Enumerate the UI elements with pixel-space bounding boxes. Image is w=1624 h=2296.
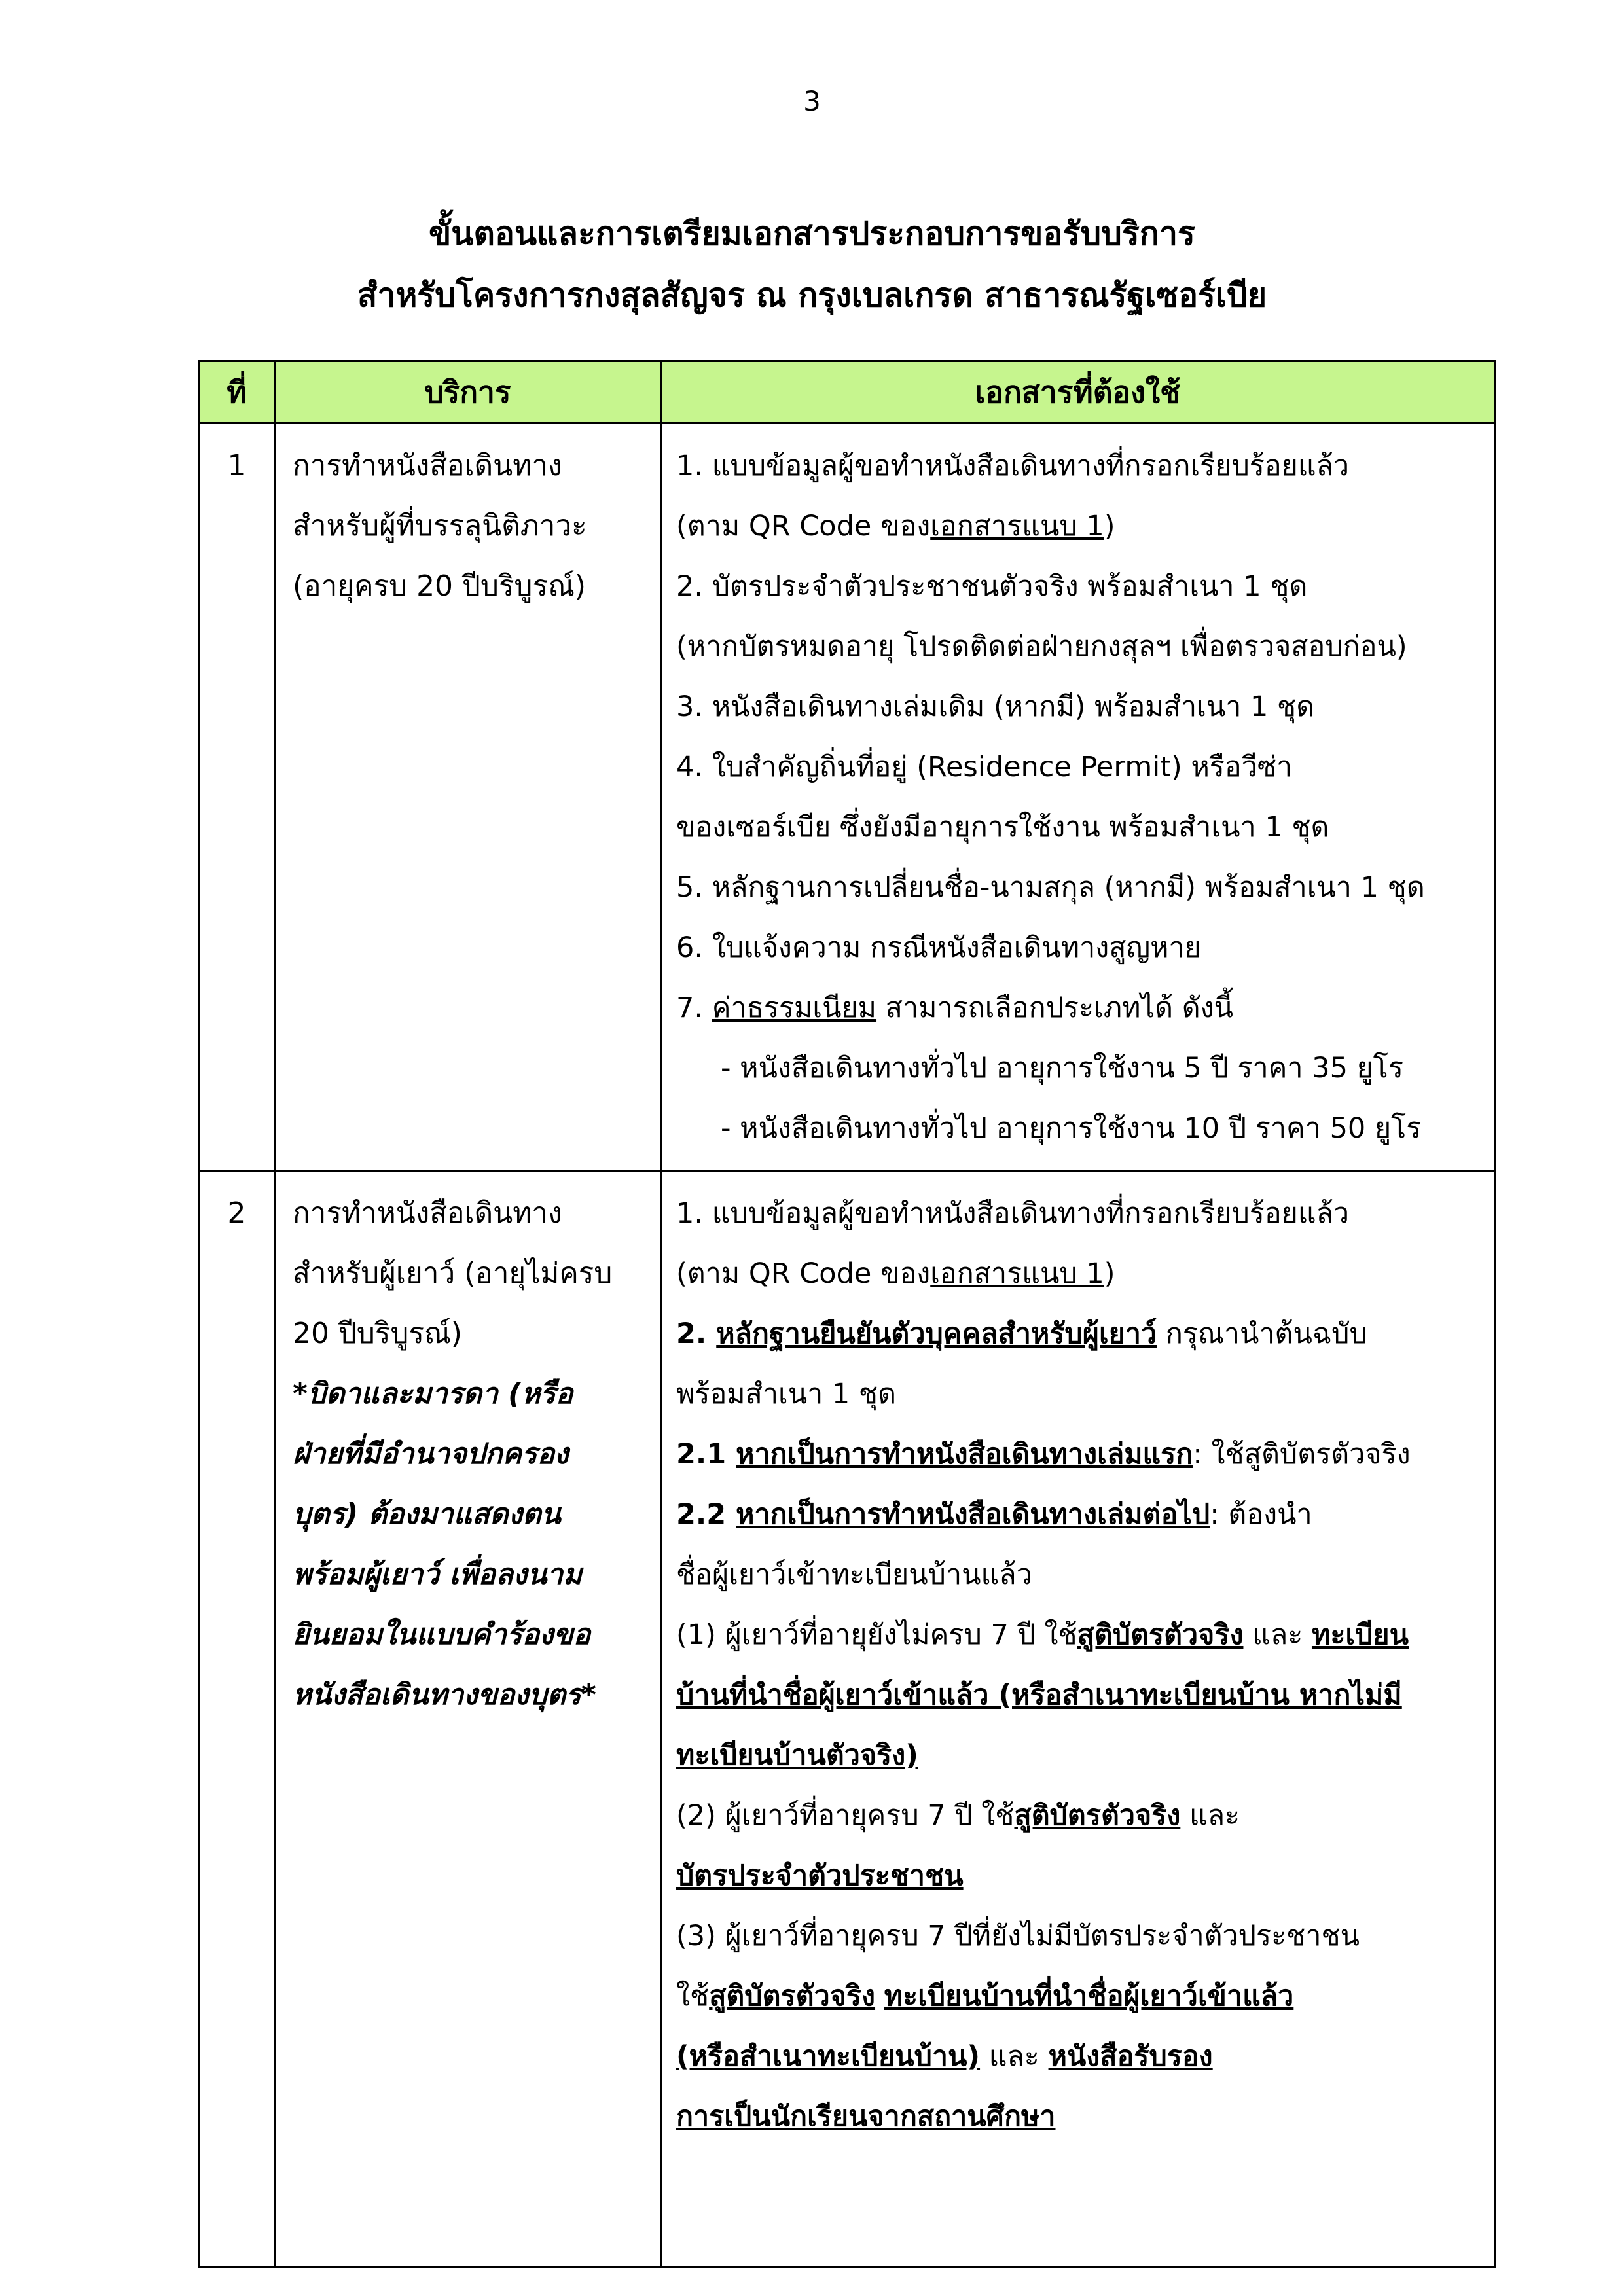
- attachment-1-link: เอกสารแนบ 1: [930, 510, 1104, 543]
- doc-text: (ตาม QR Code ของ: [676, 1257, 931, 1290]
- doc-emphasis: หนังสือรับรอง: [1048, 2040, 1213, 2073]
- doc-text: ): [1104, 510, 1115, 543]
- doc-line: ของเซอร์เบีย ซึ่งยังมีอายุการใช้งาน พร้อมสำเนา 1 ชุด: [676, 811, 1329, 844]
- doc-line: 3. หนังสือเดินทางเล่มเดิม (หากมี) พร้อมสำเนา 1 ชุด: [676, 691, 1315, 723]
- doc-text: ): [1104, 1257, 1115, 1290]
- doc-text: ใช้: [676, 1980, 710, 2013]
- table-row: [199, 423, 1495, 1171]
- doc-line: 1. แบบข้อมูลผู้ขอทำหนังสือเดินทางที่กรอกเรียบร้อยแล้ว: [676, 450, 1350, 482]
- parent-note-line: หนังสือเดินทางของบุตร*: [293, 1678, 596, 1712]
- parent-note-line: พร้อมผู้เยาว์ เพื่อลงนาม: [293, 1558, 583, 1591]
- doc-line: ชื่อผู้เยาว์เข้าทะเบียนบ้านแล้ว: [676, 1558, 1032, 1591]
- doc-line: [676, 1605, 1489, 1665]
- service-line: การทำหนังสือเดินทาง: [293, 449, 562, 482]
- doc-line: ทะเบียนบ้านตัวจริง): [676, 1739, 918, 1772]
- doc-line: 2. บัตรประจำตัวประชาชนตัวจริง พร้อมสำเนา 1 ชุด: [676, 570, 1308, 603]
- doc-line: [676, 1424, 1489, 1484]
- doc-line: 4. ใบสำคัญถิ่นที่อยู่ (Residence Permit) หรือวีซ่า: [676, 751, 1293, 783]
- page-number: 3: [803, 85, 821, 117]
- doc-text: : ใช้สูติบัตรตัวจริง: [1193, 1438, 1411, 1471]
- header-number: ที่: [199, 361, 275, 423]
- service-line: สำหรับผู้เยาว์ (อายุไม่ครบ: [293, 1257, 613, 1290]
- documents-cell: [661, 423, 1495, 1171]
- doc-emphasis: ทะเบียน: [1311, 1619, 1409, 1651]
- doc-line: บัตรประจำตัวประชาชน: [676, 1859, 964, 1892]
- doc-text: 2.: [676, 1318, 717, 1350]
- header-service: บริการ: [275, 361, 661, 423]
- doc-emphasis: (หรือสำเนาทะเบียนบ้าน): [676, 2040, 981, 2073]
- doc-line: พร้อมสำเนา 1 ชุด: [676, 1378, 897, 1410]
- doc-text: [875, 1980, 884, 2013]
- doc-line: [676, 1304, 1489, 1364]
- doc-emphasis: สูติบัตรตัวจริง: [1014, 1799, 1181, 1832]
- service-line: การทำหนังสือเดินทาง: [293, 1196, 562, 1230]
- row-number: 1: [199, 423, 275, 1171]
- doc-line: 6. ใบแจ้งความ กรณีหนังสือเดินทางสูญหาย: [676, 931, 1201, 964]
- fee-option: - หนังสือเดินทางทั่วไป อายุการใช้งาน 5 ปี ราคา 35 ยูโร: [721, 1052, 1403, 1085]
- fee-option: - หนังสือเดินทางทั่วไป อายุการใช้งาน 10 ปี ราคา 50 ยูโร: [721, 1112, 1422, 1145]
- doc-line: [676, 1966, 1489, 2026]
- service-line: 20 ปีบริบูรณ์): [293, 1317, 463, 1350]
- service-line: สำหรับผู้ที่บรรลุนิติภาวะ: [293, 509, 587, 543]
- doc-line: การเป็นนักเรียนจากสถานศึกษา: [676, 2100, 1056, 2133]
- doc-text: 2.1: [676, 1438, 736, 1471]
- page-title-line-2: สำหรับโครงการกงสุลสัญจร ณ กรุงเบลเกรด สาธารณรัฐเซอร์เบีย: [357, 276, 1267, 314]
- doc-line: [676, 978, 1489, 1038]
- doc-line: 1. แบบข้อมูลผู้ขอทำหนังสือเดินทางที่กรอกเรียบร้อยแล้ว: [676, 1197, 1350, 1230]
- doc-line: [676, 1244, 1489, 1304]
- doc-line: [676, 1785, 1489, 1846]
- row-number: 2: [199, 1171, 275, 2267]
- doc-text: และ: [1180, 1799, 1240, 1832]
- doc-line: [676, 1484, 1489, 1545]
- doc-line: บ้านที่นำชื่อผู้เยาว์เข้าแล้ว (หรือสำเนาทะเบียนบ้าน หากไม่มี: [676, 1679, 1402, 1712]
- page-title-line-1: ขั้นตอนและการเตรียมเอกสารประกอบการขอรับบริการ: [429, 215, 1195, 253]
- doc-emphasis: ทะเบียนบ้านที่นำชื่อผู้เยาว์เข้าแล้ว: [884, 1980, 1294, 2013]
- doc-text: (1) ผู้เยาว์ที่อายุยังไม่ครบ 7 ปี ใช้: [676, 1619, 1077, 1651]
- doc-emphasis: สูติบัตรตัวจริง: [1077, 1619, 1244, 1651]
- doc-line: (3) ผู้เยาว์ที่อายุครบ 7 ปีที่ยังไม่มีบัตรประจำตัวประชาชน: [676, 1920, 1360, 1952]
- doc-text: 7.: [676, 992, 712, 1024]
- minor-id-heading: หลักฐานยืนยันตัวบุคคลสำหรับผู้เยาว์: [716, 1318, 1157, 1350]
- attachment-1-link: เอกสารแนบ 1: [930, 1257, 1104, 1290]
- services-table: [198, 360, 1496, 2268]
- doc-line: [676, 496, 1489, 556]
- service-line: (อายุครบ 20 ปีบริบูรณ์): [293, 569, 586, 603]
- doc-text: 2.2: [676, 1498, 736, 1531]
- doc-line: (หากบัตรหมดอายุ โปรดติดต่อฝ่ายกงสุลฯ เพื่อตรวจสอบก่อน): [676, 630, 1407, 663]
- fee-label: ค่าธรรมเนียม: [712, 992, 877, 1024]
- doc-text: และ: [1243, 1619, 1312, 1651]
- parent-note-line: *บิดาและมารดา (หรือ: [293, 1377, 573, 1410]
- table-row: [199, 1171, 1495, 2267]
- service-cell: [275, 423, 661, 1171]
- documents-cell: [661, 1171, 1495, 2267]
- doc-text: และ: [980, 2040, 1049, 2073]
- table-header-row: [199, 361, 1495, 423]
- doc-line: 5. หลักฐานการเปลี่ยนชื่อ-นามสกุล (หากมี) พร้อมสำเนา 1 ชุด: [676, 871, 1425, 904]
- doc-text: (2) ผู้เยาว์ที่อายุครบ 7 ปี ใช้: [676, 1799, 1015, 1832]
- doc-text: (ตาม QR Code ของ: [676, 510, 931, 543]
- first-passport-heading: หากเป็นการทำหนังสือเดินทางเล่มแรก: [736, 1438, 1193, 1471]
- doc-line: [676, 2026, 1489, 2087]
- parent-note-line: ยินยอมในแบบคำร้องขอ: [293, 1618, 591, 1651]
- doc-text: : ต้องนำ: [1210, 1498, 1312, 1531]
- next-passport-heading: หากเป็นการทำหนังสือเดินทางเล่มต่อไป: [736, 1498, 1210, 1531]
- doc-emphasis: สูติบัตรตัวจริง: [709, 1980, 876, 2013]
- doc-text: สามารถเลือกประเภทได้ ดังนี้: [876, 992, 1234, 1024]
- parent-note-line: ฝ่ายที่มีอำนาจปกครอง: [293, 1437, 569, 1471]
- doc-text: กรุณานำต้นฉบับ: [1157, 1318, 1367, 1350]
- parent-note-line: บุตร) ต้องมาแสดงตน: [293, 1498, 561, 1531]
- header-documents: เอกสารที่ต้องใช้: [661, 361, 1495, 423]
- service-cell: [275, 1171, 661, 2267]
